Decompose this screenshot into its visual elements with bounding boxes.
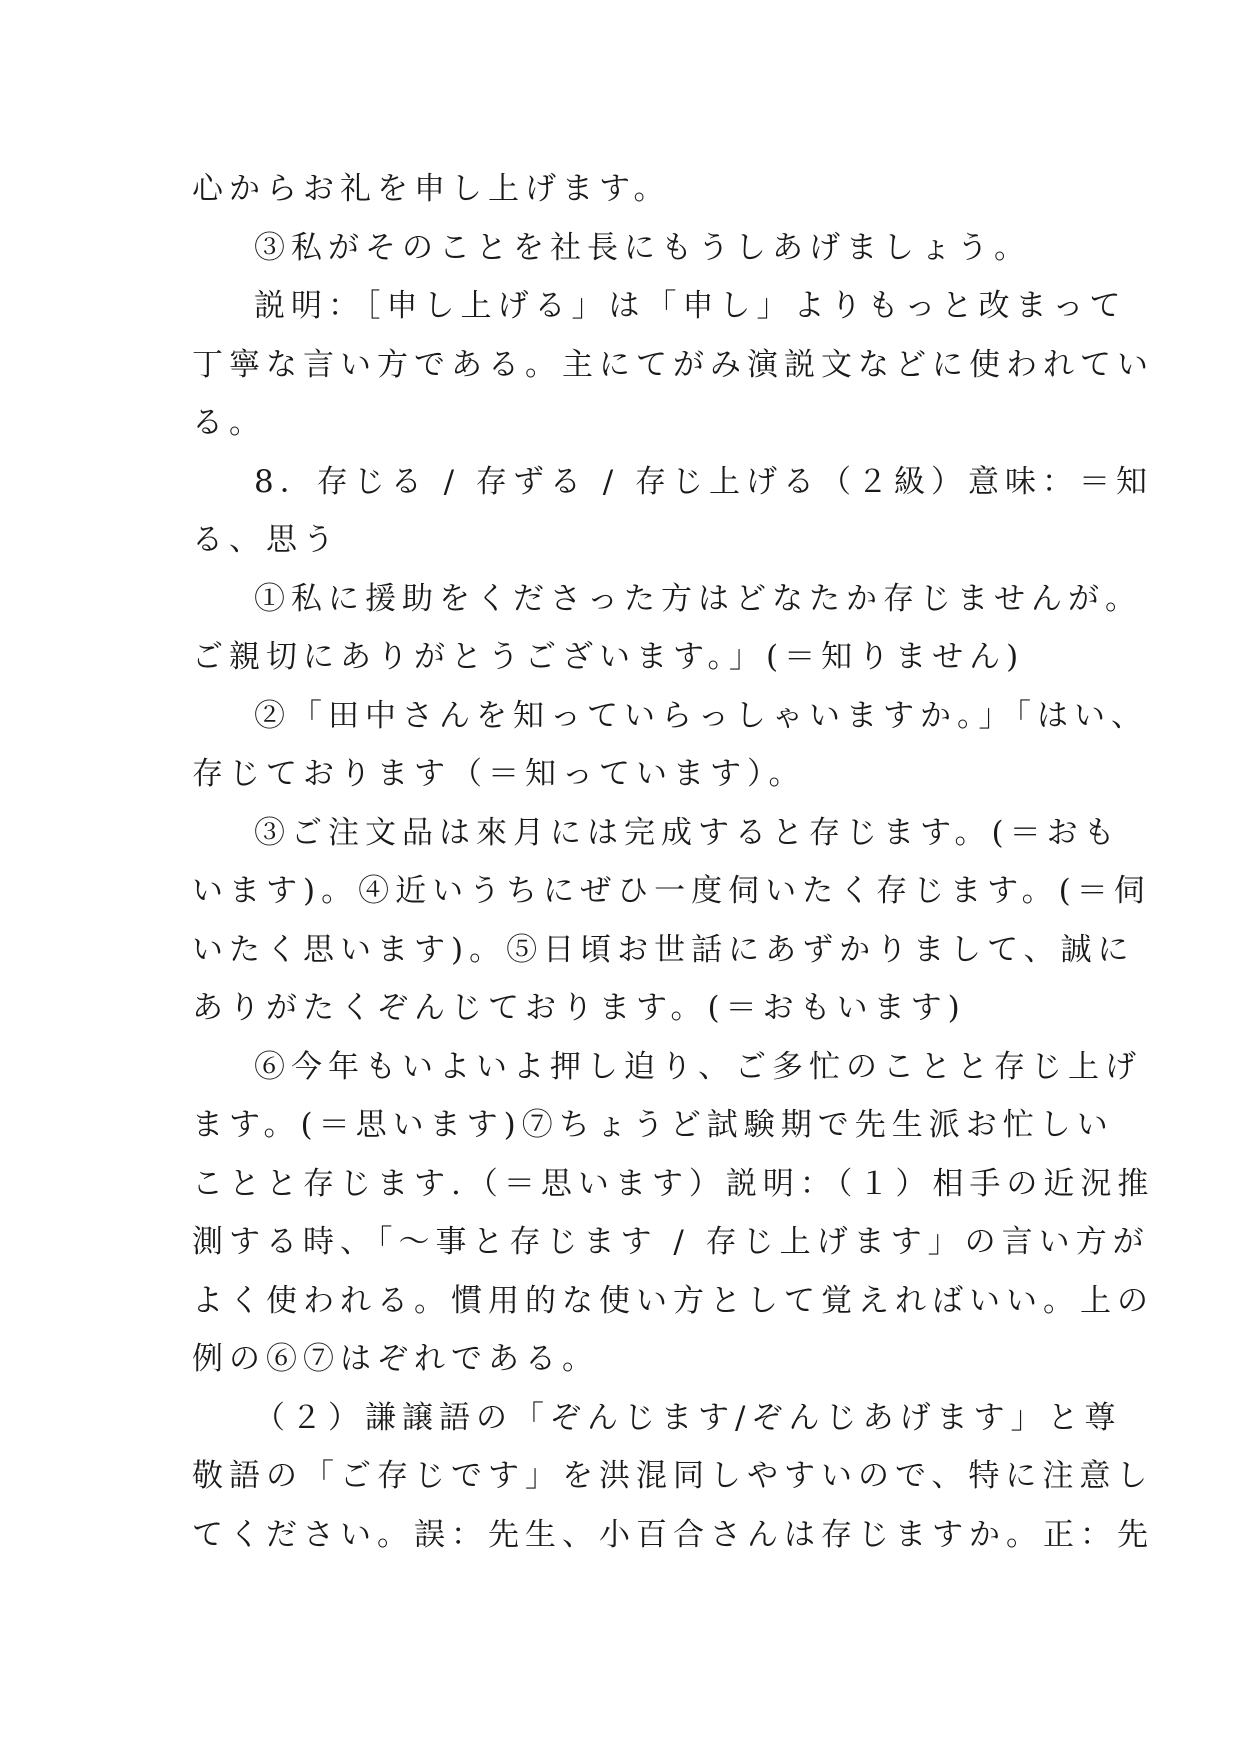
text-line: る。	[192, 405, 266, 441]
text-line: ③ご注文品は來月には完成すると存じます。(＝おも	[254, 814, 1121, 851]
text-line: 例の⑥⑦はぞれである。	[192, 1341, 599, 1377]
text-line: 敬語の「ご存じです」を洪混同しやすいので、特に注意し	[192, 1458, 1154, 1494]
text-line: ます。(＝思います)⑦ちょうど試験期で先生派お忙しい	[192, 1107, 1114, 1143]
text-line: 8．存じる / 存ずる / 存じ上げる（２級）意味：＝知	[254, 463, 1154, 500]
text-line: 心からお礼を申し上げます。	[192, 171, 671, 207]
text-line: 存じております（＝知っています）。	[192, 756, 806, 792]
text-line: ことと存じます.（＝思います）説明：（１）相手の近況推	[192, 1165, 1155, 1202]
text-line: ②「田中さんを知っていらっしゃいますか。」「はい、	[254, 697, 1148, 734]
text-line: てください。誤：先生、小百合さんは存じますか。正：先	[192, 1516, 1154, 1553]
text-line: います)。④近いうちにぜひ一度伺いたく存じます。(＝伺	[192, 873, 1151, 909]
text-line: ①私に援助をくださった方はどなたか存じませんが。	[254, 580, 1142, 617]
text-line: ありがたくぞんじております。(＝おもいます)	[192, 990, 966, 1026]
text-line: 説明：［申し上げる」は「申し」よりもっと改まって	[254, 288, 1127, 324]
text-line: ③私がそのことを社長にもうしあげましょう。	[254, 229, 1031, 266]
text-line: ⑥今年もいよいよ押し迫り、ご多忙のことと存じ上げ	[254, 1048, 1142, 1085]
text-line: いたく思います)。⑤日頃お世話にあずかりまして、誠に	[192, 931, 1135, 968]
text-line: （２）謙譲語の「ぞんじます/ぞんじあげます」と尊	[254, 1399, 1122, 1436]
text-line: 測する時、「～事と存じます / 存じ上げます」の言い方が	[192, 1224, 1150, 1260]
text-line: 丁寧な言い方である。主にてがみ演説文などに使われてい	[192, 346, 1154, 383]
text-line: ご親切にありがとうございます。」(＝知りません)	[192, 639, 1025, 675]
body-text	[192, 160, 1155, 1564]
text-line: る、思う	[192, 522, 340, 558]
text-line: よく使われる。慣用的な使い方として覚えればいい。上の	[192, 1282, 1154, 1319]
